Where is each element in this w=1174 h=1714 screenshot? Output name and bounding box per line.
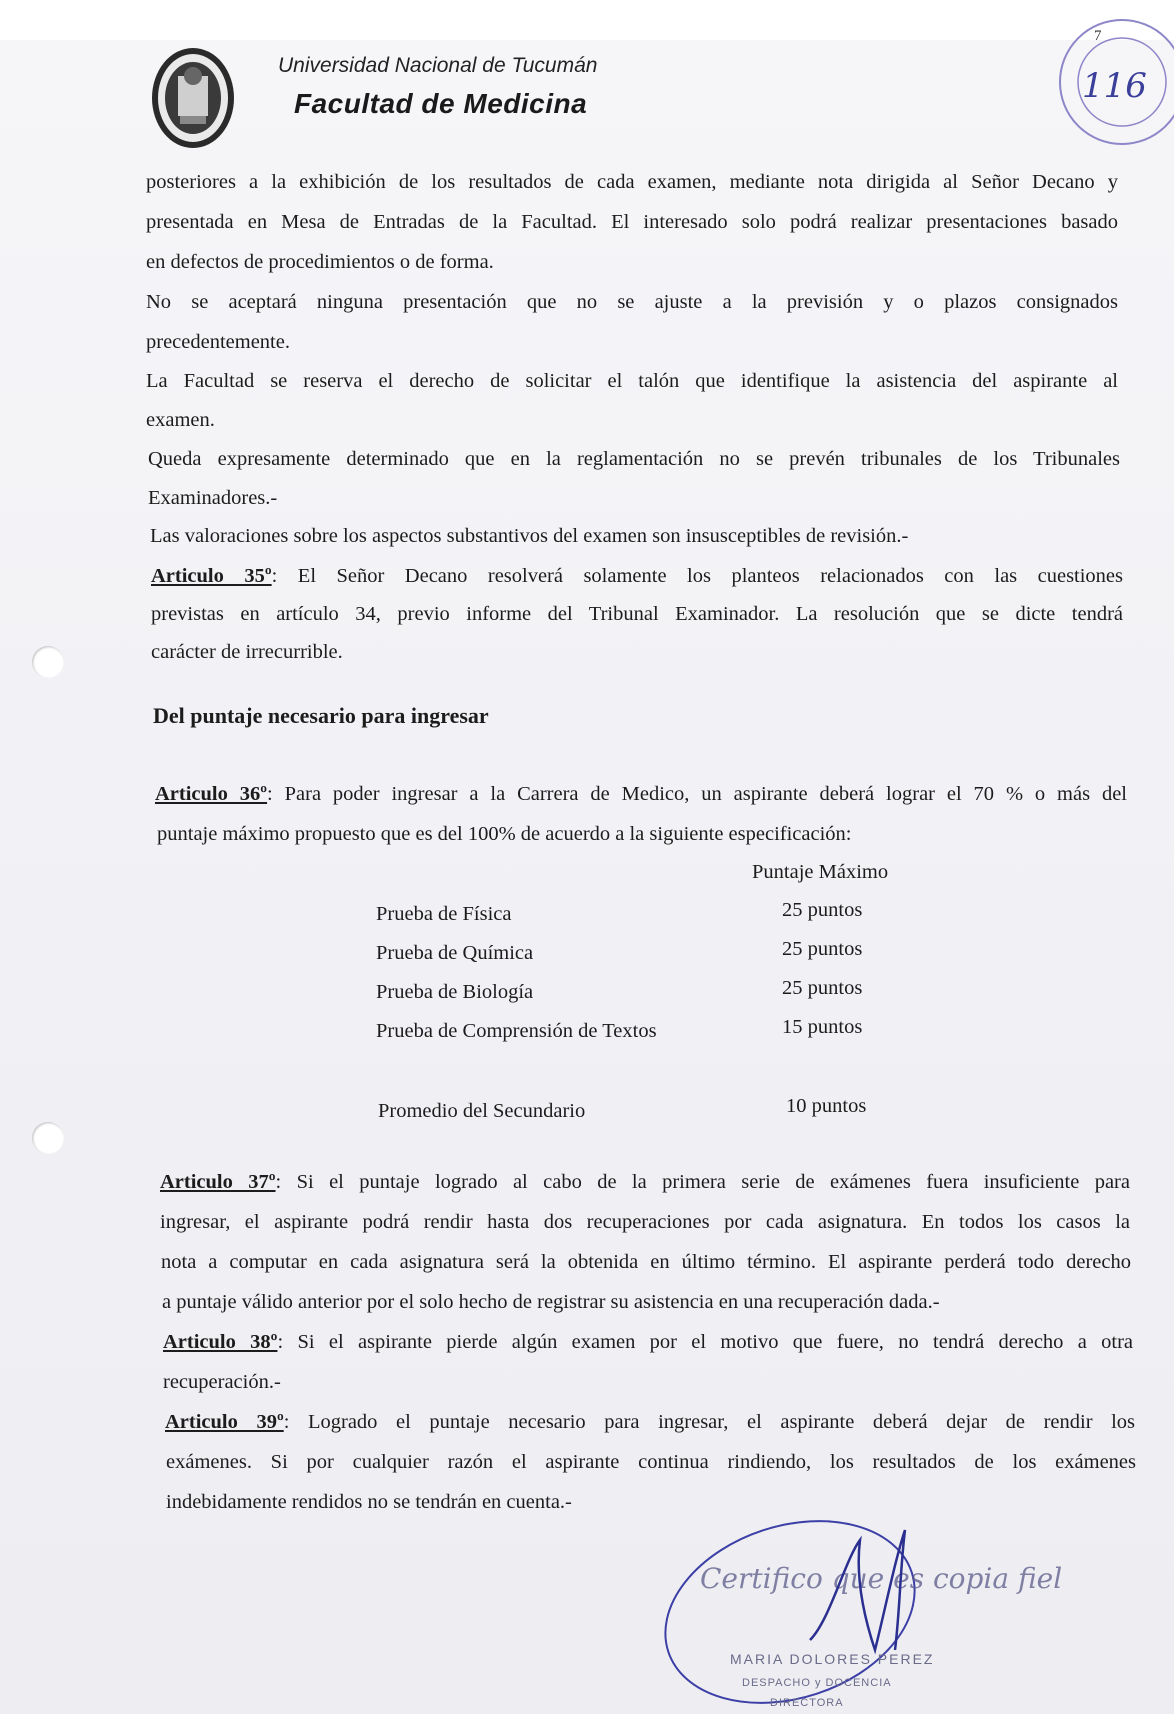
body-line: recuperación.- — [163, 1371, 281, 1393]
article-38-text: : Si el aspirante pierde algún examen por el motivo que fuere, no tendrá derecho a otra — [277, 1331, 1134, 1353]
score-row-value: 25 puntos — [782, 938, 863, 960]
handwritten-folio-number: 116 — [1082, 66, 1147, 106]
article-39-line — [165, 1412, 1135, 1433]
svg-text:MARIA DOLORES PEREZ: MARIA DOLORES PEREZ — [730, 1651, 935, 1667]
body-line: Queda expresamente determinado que en la reglamentación no se prevén tribunales de los Tribunales — [148, 448, 1120, 470]
article-36-line — [155, 784, 1127, 805]
score-row-label: Prueba de Química — [376, 942, 534, 964]
score-row-label: Prueba de Comprensión de Textos — [376, 1020, 657, 1042]
body-line: carácter de irrecurrible. — [151, 641, 343, 663]
university-name: Universidad Nacional de Tucumán — [278, 54, 598, 77]
body-line: Examinadores.- — [148, 487, 278, 509]
score-row-value: 10 puntos — [786, 1095, 867, 1117]
body-line: La Facultad se reserva el derecho de solicitar el talón que identifique la asistencia del aspirante al — [146, 370, 1118, 392]
body-line: presentada en Mesa de Entradas de la Facultad. El interesado solo podrá realizar presentaciones basado — [146, 211, 1118, 233]
body-line: previstas en artículo 34, previo informe del Tribunal Examinador. La resolución que se dicte tendrá — [151, 603, 1123, 625]
article-39-text: : Logrado el puntaje necesario para ingresar, el aspirante deberá dejar de rendir los — [283, 1411, 1136, 1433]
body-line: No se aceptará ninguna presentación que no se ajuste a la previsión y o plazos consignados — [146, 291, 1118, 313]
body-line: indebidamente rendidos no se tendrán en cuenta.- — [166, 1491, 572, 1513]
body-line: Las valoraciones sobre los aspectos substantivos del examen son insusceptibles de revisión.- — [150, 525, 909, 547]
page-number: 7 — [1094, 28, 1102, 44]
score-table-header: Puntaje Máximo — [752, 861, 889, 883]
article-38-heading: Articulo 38º — [163, 1331, 278, 1353]
article-37-heading: Articulo 37º — [160, 1171, 276, 1193]
body-line: examen. — [146, 409, 215, 431]
body-line: en defectos de procedimientos o de forma. — [146, 251, 494, 273]
body-line: posteriores a la exhibición de los resultados de cada examen, mediante nota dirigida al Señor Decano y — [146, 171, 1118, 193]
score-row-value: 15 puntos — [782, 1016, 863, 1038]
certification-signature-stamp — [660, 1500, 1063, 1714]
punch-hole-bottom — [32, 1122, 64, 1154]
section-title: Del puntaje necesario para ingresar — [153, 703, 489, 728]
score-row-label: Prueba de Biología — [376, 981, 534, 1003]
score-row-label: Promedio del Secundario — [378, 1100, 586, 1122]
body-line: ingresar, el aspirante podrá rendir hasta dos recuperaciones por cada asignatura. En todos los casos la — [160, 1211, 1130, 1233]
article-37-text: : Si el puntaje logrado al cabo de la primera serie de exámenes fuera insuficiente para — [275, 1171, 1130, 1193]
article-35-heading: Articulo 35º — [151, 565, 272, 587]
svg-text:DESPACHO y DOCENCIA: DESPACHO y DOCENCIA — [742, 1677, 892, 1689]
faculty-name: Facultad de Medicina — [294, 88, 588, 119]
body-line: precedentemente. — [146, 331, 290, 353]
article-39-heading: Articulo 39º — [165, 1411, 284, 1433]
body-line: nota a computar en cada asignatura será la obtenida en último término. El aspirante perderá todo derecho — [161, 1251, 1131, 1273]
article-35-line — [151, 566, 1123, 587]
university-crest-icon — [150, 46, 236, 150]
punch-hole-top — [32, 646, 64, 678]
svg-text:Certifico que es copia fiel: Certifico que es copia fiel — [700, 1562, 1063, 1595]
score-row-label: Prueba de Física — [376, 903, 512, 925]
article-36-heading: Articulo 36º — [155, 783, 268, 805]
score-row-value: 25 puntos — [782, 977, 863, 999]
body-line: puntaje máximo propuesto que es del 100% de acuerdo a la siguiente especificación: — [157, 823, 852, 845]
page-top-margin — [0, 0, 1174, 40]
svg-text:DIRECTORA: DIRECTORA — [770, 1697, 844, 1709]
score-row-value: 25 puntos — [782, 899, 863, 921]
article-37-line — [160, 1172, 1130, 1193]
body-line: exámenes. Si por cualquier razón el aspirante continua rindiendo, los resultados de los exámenes — [166, 1451, 1136, 1473]
article-36-text: : Para poder ingresar a la Carrera de Medico, un aspirante deberá lograr el 70 % o más del — [267, 783, 1127, 805]
article-35-text: : El Señor Decano resolverá solamente los planteos relacionados con las cuestiones — [271, 565, 1124, 587]
article-38-line — [163, 1332, 1133, 1353]
body-line: a puntaje válido anterior por el solo hecho de registrar su asistencia en una recuperación dada.- — [162, 1291, 940, 1313]
